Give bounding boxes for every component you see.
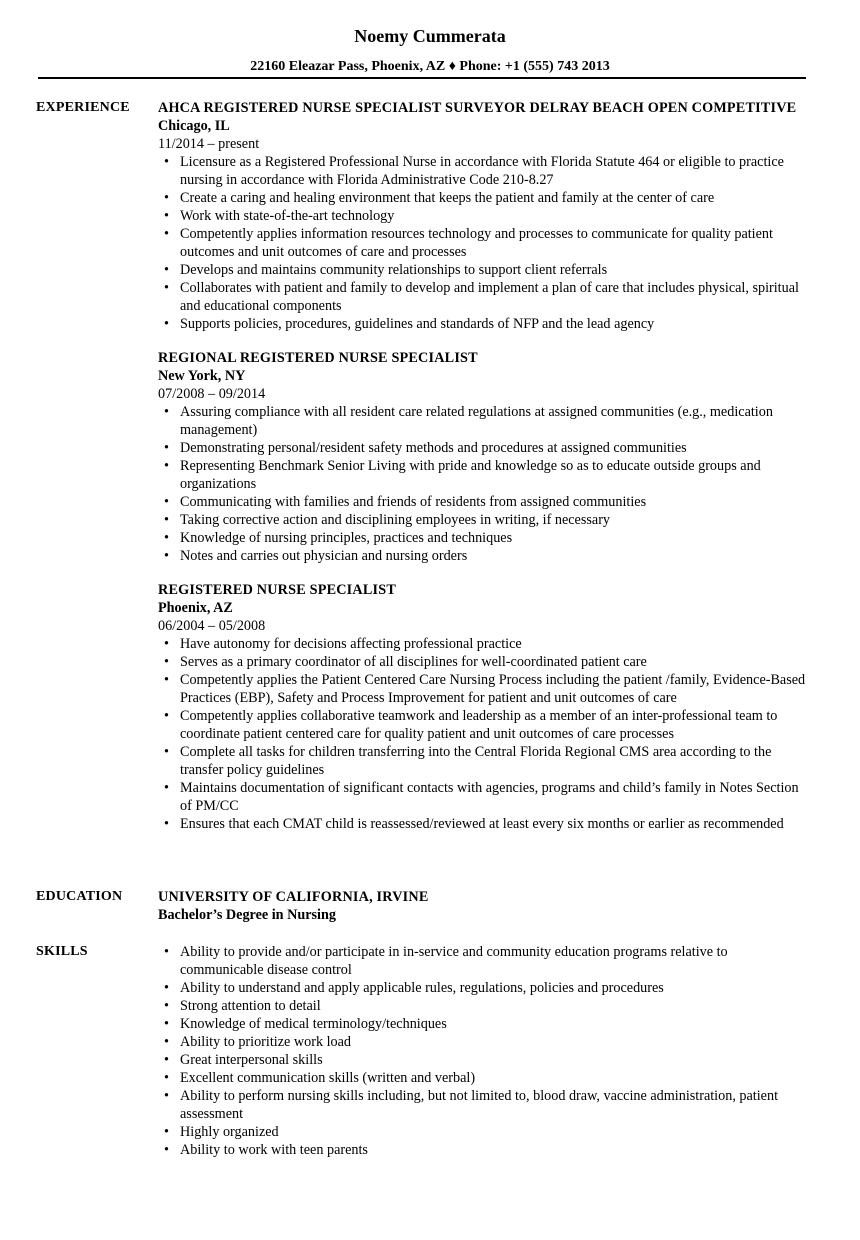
list-item [158, 403, 813, 439]
bullet-text: Work with state-of-the-art technology [180, 208, 395, 224]
bullet-icon: • [164, 262, 169, 278]
bullet-text: Ability to work with teen parents [180, 1142, 368, 1158]
bullet-text: Ensures that each CMAT child is reassessed/reviewed at least every six months or earlier as recommended [180, 816, 784, 832]
list-item [158, 279, 813, 315]
bullet-text: Ability to provide and/or participate in in-service and community education programs relative to communicable disease control [180, 944, 728, 978]
experience-heading: EXPERIENCE [36, 100, 130, 115]
job-location: Phoenix, AZ [158, 600, 233, 616]
job-dates: 11/2014 – present [158, 136, 260, 152]
bullet-text: Great interpersonal skills [180, 1052, 323, 1068]
experience-list [158, 99, 813, 849]
list-item [158, 207, 813, 225]
list-item [158, 635, 813, 653]
bullet-text: Ability to prioritize work load [180, 1034, 352, 1050]
list-item [158, 1033, 813, 1051]
list-item [158, 457, 813, 493]
bullet-icon: • [164, 708, 169, 724]
list-item [158, 153, 813, 189]
bullet-icon: • [164, 1034, 169, 1050]
bullet-icon: • [164, 654, 169, 670]
school-name: UNIVERSITY OF CALIFORNIA, IRVINE [158, 889, 429, 905]
list-item [158, 671, 813, 707]
bullet-icon: • [164, 944, 169, 960]
bullet-icon: • [164, 998, 169, 1014]
bullet-icon: • [164, 1142, 169, 1158]
bullet-icon: • [164, 816, 169, 832]
contact-line: 22160 Eleazar Pass, Phoenix, AZ ♦ Phone: +1 (555) 743 2013 [250, 59, 610, 74]
bullet-text: Competently applies collaborative teamwork and leadership as a member of an inter-professional team to coordinate patient centered care for quality patient and unit outcomes of care processes [180, 708, 778, 742]
skills-list [158, 943, 813, 1159]
list-item [158, 1087, 813, 1123]
bullet-text: Demonstrating personal/resident safety methods and procedures at assigned communities [180, 440, 687, 456]
bullet-text: Strong attention to detail [180, 998, 321, 1014]
bullet-icon: • [164, 744, 169, 760]
education-entry [158, 888, 813, 924]
bullet-text: Have autonomy for decisions affecting professional practice [180, 636, 522, 652]
job-title: AHCA REGISTERED NURSE SPECIALIST SURVEYOR DELRAY BEACH OPEN COMPETITIVE [158, 100, 797, 116]
bullet-text: Assuring compliance with all resident care related regulations at assigned communities (e.g., medication management) [180, 404, 773, 438]
list-item [158, 1123, 813, 1141]
list-item [158, 225, 813, 261]
list-item [158, 997, 813, 1015]
bullet-text: Competently applies the Patient Centered Care Nursing Process including the patient /family, Evidence-Based Practices (EBP), Safety and Process Improvement for patient and unit outcomes of care [180, 672, 806, 706]
bullet-text: Communicating with families and friends of residents from assigned communities [180, 494, 647, 510]
bullet-text: Notes and carries out physician and nursing orders [180, 548, 468, 564]
job-title: REGISTERED NURSE SPECIALIST [158, 582, 396, 598]
list-item [158, 511, 813, 529]
skills-heading: SKILLS [36, 944, 88, 959]
list-item [158, 707, 813, 743]
bullet-text: Maintains documentation of significant contacts with agencies, programs and child’s family in Notes Section of PM/CC [180, 780, 799, 814]
bullet-text: Competently applies information resources technology and processes to communicate for quality patient outcomes and unit outcomes of care and processes [180, 226, 773, 260]
list-item [158, 261, 813, 279]
bullet-text: Create a caring and healing environment that keeps the patient and family at the center of care [180, 190, 715, 206]
job-location: New York, NY [158, 368, 246, 384]
candidate-name: Noemy Cummerata [354, 26, 506, 46]
bullet-icon: • [164, 512, 169, 528]
job-dates: 06/2004 – 05/2008 [158, 618, 266, 634]
bullet-text: Ability to understand and apply applicable rules, regulations, policies and procedures [180, 980, 664, 996]
bullet-icon: • [164, 636, 169, 652]
job-entry [158, 349, 813, 565]
bullet-icon: • [164, 316, 169, 332]
job-bullets [158, 635, 813, 833]
bullet-icon: • [164, 190, 169, 206]
job-bullets [158, 403, 813, 565]
list-item [158, 779, 813, 815]
list-item [158, 943, 813, 979]
list-item [158, 1015, 813, 1033]
bullet-text: Collaborates with patient and family to develop and implement a plan of care that includes physical, spiritual and educational components [180, 280, 799, 314]
list-item [158, 1069, 813, 1087]
bullet-icon: • [164, 1070, 169, 1086]
job-title: REGIONAL REGISTERED NURSE SPECIALIST [158, 350, 478, 366]
skills-bullets [158, 943, 813, 1159]
bullet-text: Highly organized [180, 1124, 279, 1140]
list-item [158, 979, 813, 997]
bullet-icon: • [164, 1052, 169, 1068]
bullet-icon: • [164, 1088, 169, 1104]
education-heading: EDUCATION [36, 889, 123, 904]
bullet-text: Licensure as a Registered Professional Nurse in accordance with Florida Statute 464 or eligible to practice nursing in accordance with Florida Administrative Code 210-8.27 [180, 154, 784, 188]
bullet-icon: • [164, 226, 169, 242]
bullet-text: Ability to perform nursing skills including, but not limited to, blood draw, vaccine administration, patient assessment [180, 1088, 779, 1122]
list-item [158, 529, 813, 547]
bullet-icon: • [164, 404, 169, 420]
bullet-icon: • [164, 208, 169, 224]
job-dates: 07/2008 – 09/2014 [158, 386, 266, 402]
list-item [158, 743, 813, 779]
list-item [158, 815, 813, 833]
list-item [158, 1141, 813, 1159]
bullet-icon: • [164, 458, 169, 474]
bullet-icon: • [164, 672, 169, 688]
bullet-icon: • [164, 548, 169, 564]
job-location: Chicago, IL [158, 118, 230, 134]
bullet-icon: • [164, 980, 169, 996]
bullet-icon: • [164, 1124, 169, 1140]
bullet-icon: • [164, 154, 169, 170]
bullet-text: Knowledge of nursing principles, practices and techniques [180, 530, 513, 546]
bullet-icon: • [164, 280, 169, 296]
bullet-text: Supports policies, procedures, guidelines and standards of NFP and the lead agency [180, 316, 655, 332]
job-bullets [158, 153, 813, 333]
bullet-text: Knowledge of medical terminology/techniques [180, 1016, 447, 1032]
bullet-icon: • [164, 440, 169, 456]
bullet-text: Develops and maintains community relationships to support client referrals [180, 262, 608, 278]
bullet-text: Excellent communication skills (written and verbal) [180, 1070, 476, 1086]
header-divider [38, 77, 806, 79]
list-item [158, 189, 813, 207]
bullet-icon: • [164, 494, 169, 510]
job-entry [158, 581, 813, 833]
list-item [158, 439, 813, 457]
bullet-text: Representing Benchmark Senior Living with pride and knowledge so as to educate outside groups and organizations [180, 458, 761, 492]
job-entry [158, 99, 813, 333]
list-item [158, 547, 813, 565]
bullet-icon: • [164, 530, 169, 546]
list-item [158, 315, 813, 333]
list-item [158, 1051, 813, 1069]
list-item [158, 493, 813, 511]
bullet-icon: • [164, 780, 169, 796]
list-item [158, 653, 813, 671]
degree-name: Bachelor’s Degree in Nursing [158, 907, 336, 923]
bullet-icon: • [164, 1016, 169, 1032]
bullet-text: Complete all tasks for children transferring into the Central Florida Regional CMS area according to the transfer policy guidelines [180, 744, 772, 778]
bullet-text: Taking corrective action and disciplining employees in writing, if necessary [180, 512, 611, 528]
bullet-text: Serves as a primary coordinator of all disciplines for well-coordinated patient care [180, 654, 647, 670]
